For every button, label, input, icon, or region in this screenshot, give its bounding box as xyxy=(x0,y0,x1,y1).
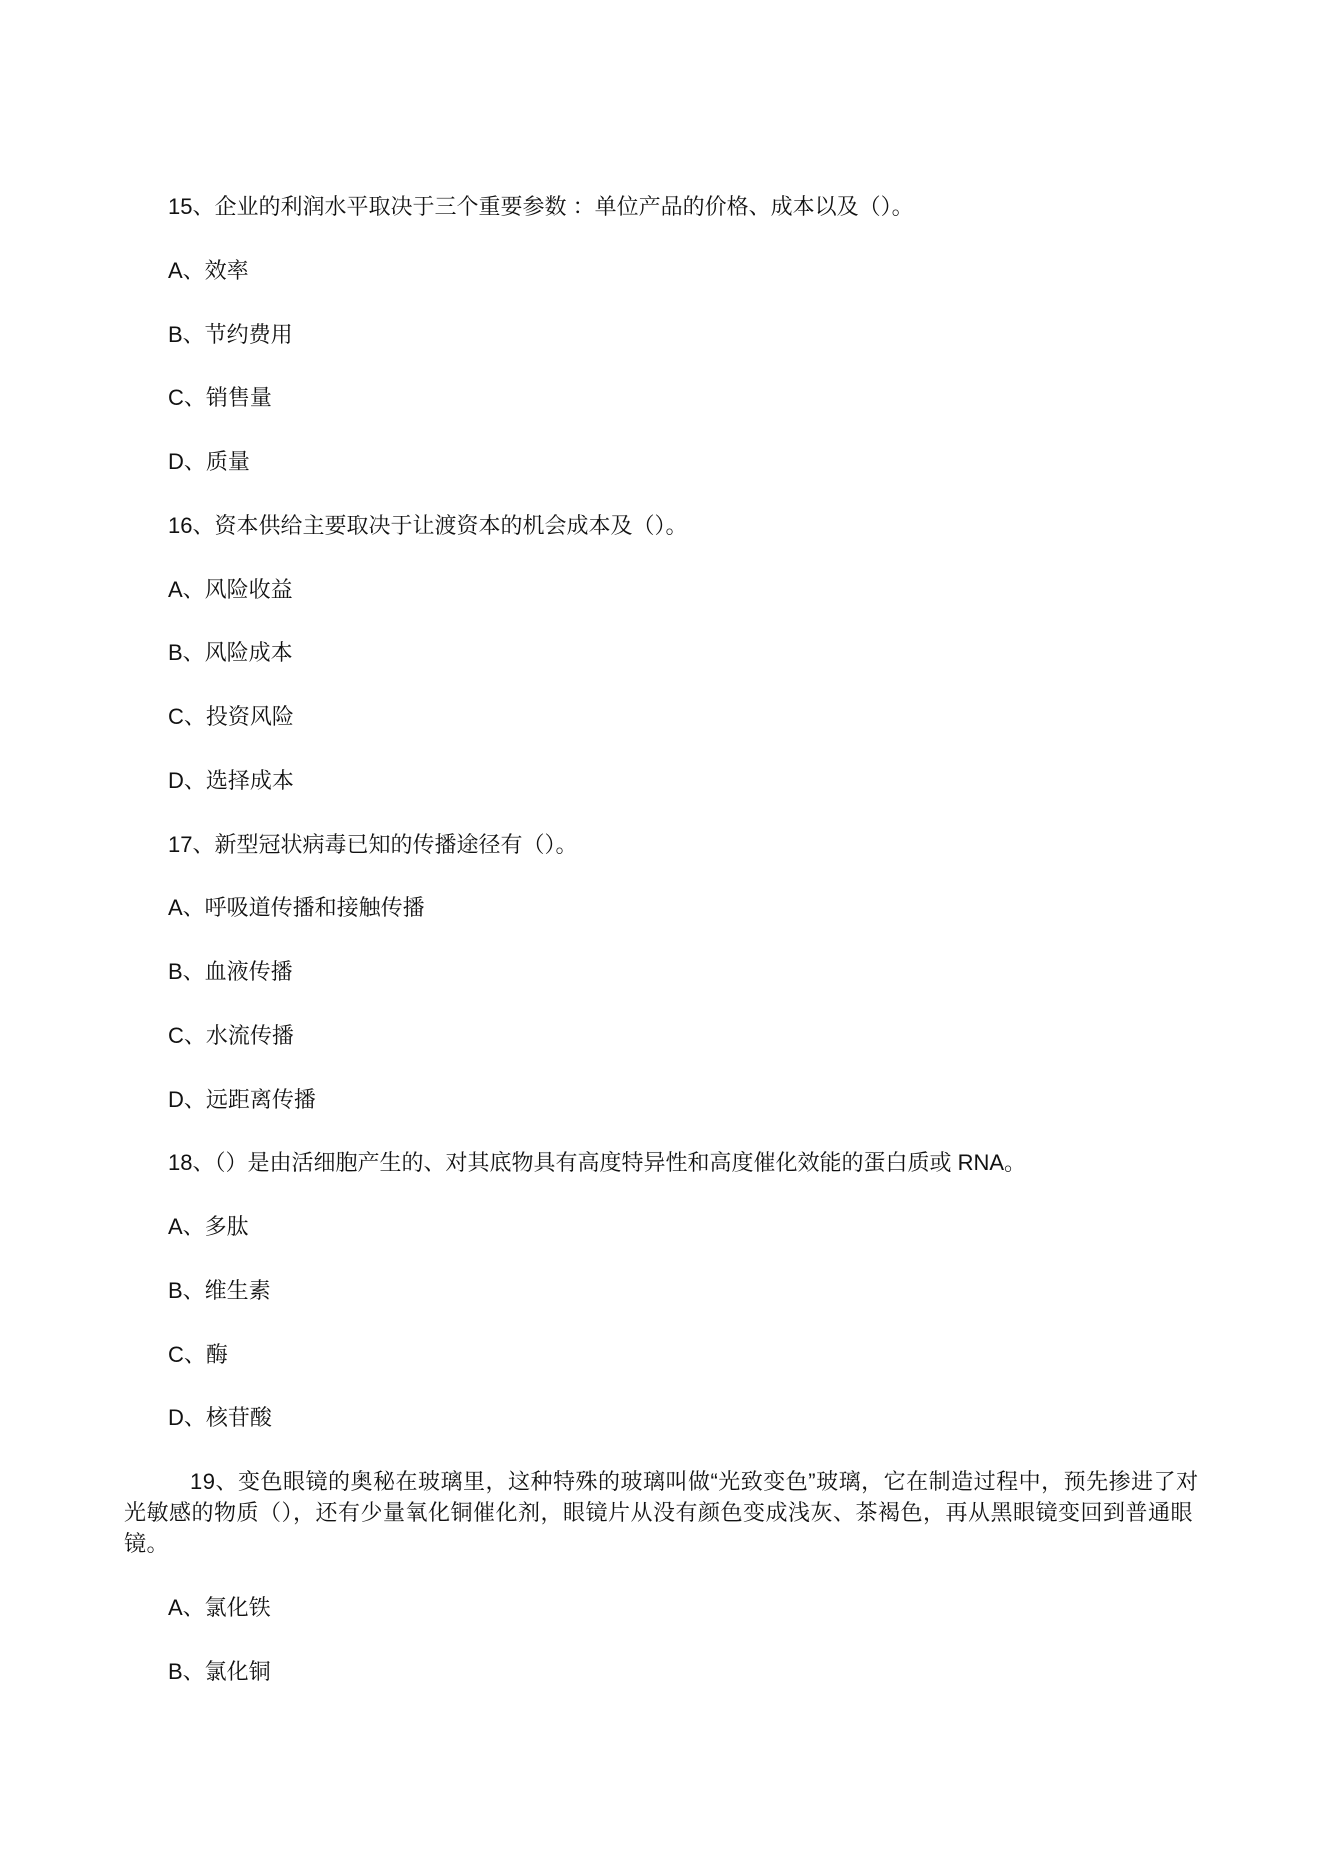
question-18-option-a: A、多肽 xyxy=(168,1214,249,1239)
question-16-stem: 16、资本供给主要取决于让渡资本的机会成本及（）。 xyxy=(168,512,688,538)
question-19-option-a: A、氯化铁 xyxy=(168,1595,271,1620)
question-17-option-d: D、远距离传播 xyxy=(168,1086,316,1112)
question-19-option-b: B、氯化铜 xyxy=(168,1658,271,1684)
question-18-stem: 18、（）是由活细胞产生的、对其底物具有高度特异性和高度催化效能的蛋白质或 RNA。 xyxy=(168,1150,1027,1176)
question-19-stem: 19、变色眼镜的奥秘在玻璃里，这种特殊的玻璃叫做“光致变色”玻璃，它在制造过程中，预先掺进了对光敏感的物质（），还有少量氧化铜催化剂，眼镜片从没有颜色变成浅灰、茶褐色，再从黑眼镜变回到普通眼镜。 xyxy=(124,1468,1199,1556)
question-15-option-a: A、效率 xyxy=(168,257,249,283)
question-15-option-c: C、销售量 xyxy=(168,385,272,411)
question-16-option-d: D、选择成本 xyxy=(168,767,294,793)
question-16-option-a: A、风险收益 xyxy=(168,576,293,602)
question-18-option-d: D、核苷酸 xyxy=(168,1405,272,1431)
question-17-option-c: C、水流传播 xyxy=(168,1022,294,1048)
question-17-option-b: B、血液传播 xyxy=(168,959,293,984)
question-15-stem: 15、企业的利润水平取决于三个重要参数 ：单位产品的价格、成本以及（）。 xyxy=(168,194,914,219)
question-16-option-b: B、风险成本 xyxy=(168,640,293,666)
question-18-option-b: B、维生素 xyxy=(168,1277,271,1303)
question-17-option-a: A、呼吸道传播和接触传播 xyxy=(168,895,425,921)
question-18-option-c: C、酶 xyxy=(168,1341,228,1367)
question-15-option-d: D、质量 xyxy=(168,449,250,474)
question-15-option-b: B、节约费用 xyxy=(168,321,293,347)
question-16-option-c: C、投资风险 xyxy=(168,704,294,729)
document-page xyxy=(0,175,1323,1704)
question-17-stem: 17、新型冠状病毒已知的传播途径有（）。 xyxy=(168,831,578,857)
